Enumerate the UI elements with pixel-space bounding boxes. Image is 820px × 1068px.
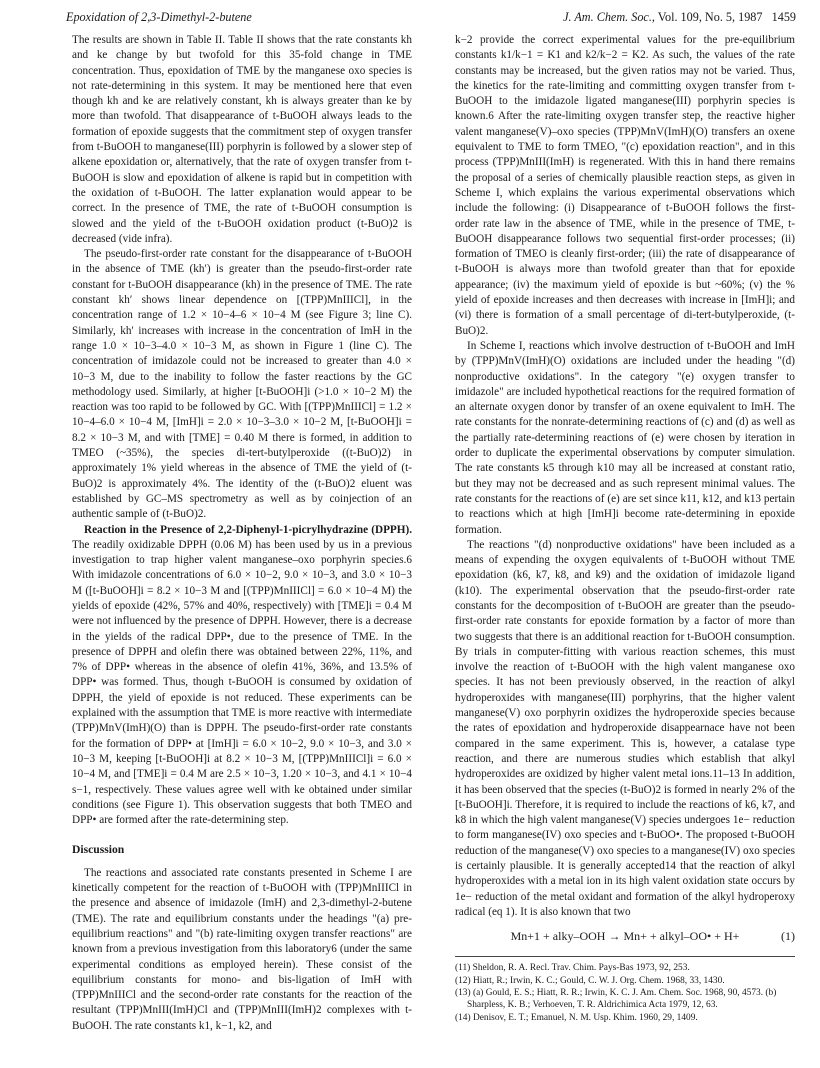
volume-issue-year: Vol. 109, No. 5, 1987 bbox=[657, 10, 763, 24]
page-number: 1459 bbox=[771, 10, 796, 24]
paragraph-pseudo-first-order: The pseudo-first-order rate constant for the disappearance of t-BuOOH in the absence of TME (kh′) is greater than the pseudo-first-order rate constant for t-BuOOH disappearance (kh) in the presence of TME. The rate constant kh′ shows linear dependence on [(TPP)MnIIICl], in the concentration range of 1.2 × 10−4–6 × 10−4 M (see Figure 3; line C). Similarly, kh′ increases with increase in the concentration of ImH in the range 1.0 × 10−3–4.0 × 10−3 M, as shown in Figure 1 (line C). The concentration of imidazole could not be increased to greater than 4.0 × 10−3 M, due to the inability to follow the faster reactions by the GC methodology used. Similarly, at higher [t-BuOOH]i (>1.0 × 10−2 M) the reaction was too rapid to be followed by GC. With [(TPP)MnIIICl] = 1.2 × 10−4–6.0 × 10−4 M, [ImH]i = 2.0 × 10−3–3.0 × 10−2 M, [t-BuOOH]i = 8.2 × 10−3 M, and with [TME] = 0.40 M there is formed, in addition to TMEO (~35%), the species di-tert-butylperoxide ((t-BuO)2) in approximately 1% yield whereas in the absence of TME the yield of (t-BuO)2 is approximately 4%. The identity of the (t-BuO)2 eluent was established by GC–MS spectrometry as well as by coinjection of an authentic sample of (t-BuO)2. bbox=[72, 248, 412, 521]
paragraph-scheme-i: In Scheme I, reactions which involve destruction of t-BuOOH and ImH by (TPP)MnV(ImH)(O) oxidations are included under the heading "(d) nonproductive oxidations". In the category "(e) oxygen transfer to imidazole" are included hypothetical reactions for the required formation of an alternate oxygen donor by transfer of an oxene equivalent to ImH. The rate constants for the nonrate-determining reactions of (c) and (d) as well as the partially rate-determining reactions of (e) were chosen by iteration in order to duplicate the experimental observations by computer simulation. The rate constants k5 through k10 may all be increased at constant ratio, but they may not be decreased and as such represent minimal values. The rate constants for the reactions of (e) are set since k11, k12, and k13 pertain to reactions which at high [ImH]i become rate-determining in epoxide formation. bbox=[455, 339, 795, 536]
paragraph-results: The results are shown in Table II. Table II shows that the rate constants kh and ke change by but twofold for this 35-fold change in TME concentration. Thus, epoxidation of TME by the manganese oxo species is not rate-determining in this system. It may be mentioned here that even though kh and ke are relatively constant, kh is always greater than ke by more than twofold. That disappearance of t-BuOOH always leads to the formation of epoxide suggests that the commitment step of oxygen transfer from t-BuOOH to manganese(III) porphyrin is followed by a slower step of alkene epoxidation or, alternatively, that the rate of oxygen transfer from t-BuOOH is slow and epoxidation of alkene is rapid but in competition with the oxidation of t-BuOOH. The latter explanation would appear to be correct. In the presence of TME, the rate of t-BuOOH consumption is slowed and the yield of the t-BuOOH oxidation product (t-BuO)2 is decreased (vide infra). bbox=[72, 34, 412, 245]
running-title: Epoxidation of 2,3-Dimethyl-2-butene bbox=[66, 10, 252, 24]
footnote: (11) Sheldon, R. A. Recl. Trav. Chim. Pays-Bas 1973, 92, 253. bbox=[455, 963, 690, 974]
paragraph-discussion: The reactions and associated rate constants presented in Scheme I are kinetically competent for the reaction of t-BuOOH with (TPP)MnIIICl in the presence and absence of imidazole (ImH) and 2,3-dimethyl-2-butene (TME). The rate and equilibrium constants under the headings "(a) pre-equilibrium reactions" and "(b) rate-limiting oxygen transfer reactions" are known from a previous investigation from this laboratory6 (under the same experimental conditions as employed herein). These consist of the equilibrium constants for mono- and bis-ligation of ImH with (TPP)MnIIICl and the second-order rate constants for the reaction of the resultant (TPP)MnIII(ImH)Cl and (TPP)MnIII(ImH)2 complexes with t-BuOOH. The rate constants k1, k−1, k2, and bbox=[72, 866, 412, 1032]
paragraph-dpph bbox=[72, 523, 412, 829]
discussion-heading: Discussion bbox=[72, 843, 125, 857]
journal-name: J. Am. Chem. Soc., bbox=[563, 10, 655, 24]
equation-1 bbox=[455, 928, 795, 944]
footnotes bbox=[455, 956, 795, 1024]
footnote: (13) (a) Gould, E. S.; Hiatt, R. R.; Irwin, K. C. J. Am. Chem. Soc. 1968, 90, 4573. (b) Sharpless, K. B.; Verhoeven, T. R. Aldrichimica Acta 1979, 12, 63. bbox=[455, 988, 777, 1010]
paragraph-rate-constants: k−2 provide the correct experimental values for the pre-equilibrium constants k1/k−1 = K1 and k2/k−2 = K2. As such, the values of the rate constants may be increased, but the given ratios may not be varied. Thus, the kinetics for the rate-limiting and committing oxygen transfer from t-BuOOH to the imidazole ligated manganese(III) porphyrin species is known.6 After the rate-limiting oxygen transfer step, the reactive higher valent manganese(V)–oxo species (TPP)MnV(ImH)(O) transfers an oxene equivalent to TME to form TMEO, "(c) epoxidation reaction", and in this process (TPP)MnIII(ImH) is regenerated. With this in hand there remains the proposal of a series of chemically plausible reaction steps, as given in Scheme I, which explains the various experimental observations which include the following: (i) Disappearance of t-BuOOH follows the first-order rate law in the absence of TME, while in the presence of TME, t-BuOOH disappearance follows two sequential first-order processes; (ii) formation of TMEO is cleanly first-order; (iii) the rate of disappearance of t-BuOOH is always more than twofold greater than that for epoxide appearance; (iv) the maximum yield of epoxide is but ~60%; (v) the % yield of epoxide increases and then decreases with increase in [ImH]i; and (vi) there is formation of a small percentage of di-tert-butylperoxide, (t-BuO)2. bbox=[455, 34, 795, 337]
equation-number: (1) bbox=[781, 929, 795, 944]
right-column bbox=[455, 33, 795, 1025]
footnote: (14) Denisov, E. T.; Emanuel, N. M. Usp. Khim. 1960, 29, 1409. bbox=[455, 1012, 698, 1023]
journal-citation bbox=[563, 8, 796, 26]
paragraph-nonproductive: The reactions "(d) nonproductive oxidations" have been included as a means of expending the oxygen equivalents of t-BuOOH without TME epoxidation (k6, k7, k8, and k9) and the oxidation of imidazole ligand (k10). The experimental observation that the pseudo-first-order rate constants for the decomposition of t-BuOOH are greater than the pseudo-first-order rate constants for epoxide formation by a factor of more than two suggests that there is an additional reaction for t-BuOOH consumption. By trials in computer-fitting with various reaction schemes, this must involve the reaction of t-BuOOH with the high valent manganese oxo species. It has not been previously observed, in the reaction of alkyl hydroperoxides with manganese(III) porphyrins, that the higher valent manganese(V) oxo porphyrin oxidizes the hydroperoxide species because the rates of epoxidation and hydroperoxide disappearnace have not been compared in the same experiment. This is, however, a catalase type reaction, and there are numerous studies which establish that alkyl hydroperoxides are oxidized by higher valent metal ions.11–13 In addition, it has been observed that the species (t-BuO)2 is formed in nearly 2% of the [t-BuOOH]i. Therefore, it is required to include the reactions of k6, k7, and k8 in which the high valent manganese(V) species undergoes 1e− reduction to form manganese(IV) oxo species and t-BuOO•. The proposed t-BuOOH reduction of the manganese(V) oxo species to a manganese(IV) oxo species is certainly plausible. It is generally accepted14 that the reaction of alkyl hydroperoxides with a metal ion in its high valent oxidation state occurs by 1e− reduction of the metal oxidant and formation of the alkyl hydroperoxy radical (eq 1). It is also known that two bbox=[455, 538, 795, 918]
equation-body: Mn+1 + alky–OOH → Mn+ + alkyl–OO• + H+ bbox=[510, 929, 740, 944]
dpph-run-in-heading: Reaction in the Presence of 2,2-Diphenyl-1-picrylhydrazine (DPPH). bbox=[84, 523, 412, 536]
left-column bbox=[72, 33, 412, 1034]
running-header bbox=[66, 8, 796, 26]
dpph-body: The readily oxidizable DPPH (0.06 M) has been used by us in a previous investigation to trap higher valent manganese–oxo porphyrin species.6 With imidazole concentrations of 6.0 × 10−2, 9.0 × 10−3, and 3.0 × 10−3 M ([t-BuOOH]i = 8.2 × 10−3 M and [(TPP)MnIIICl] = 6.0 × 10−4 M) the yields of epoxide (42%, 57% and 40%, respectively) with [TME]i = 0.4 M were not influenced by the presence of DPPH. However, there is a decrease in the yields of the radical DPP•, due to the presence of TME. In the presence of DPPH and olefin there was obtained between 22%, 11%, and 7% of DPP• whereas in the absence of olefin 41%, 36%, and 13.5% of DPP• was formed. Thus, though t-BuOOH is consumed by oxidation of DPPH, the yield of epoxide is not reduced. These experiments can be explained with the assumption that TME is more reactive with intermediate (TPP)MnV(ImH)(O) than is DPPH. The pseudo-first-order rate constants for the formation of DPP• at [ImH]i = 6.0 × 10−2, 9.0 × 10−3, and 3.0 × 10−3 M, keeping [t-BuOOH]i at 8.2 × 10−3 M, [(TPP)MnIIICl]i = 6.0 × 10−4 M, and [TME]i = 0.4 M are 2.5 × 10−3, 1.20 × 10−3, and 4.1 × 10−4 s−1, respectively. These values agree well with ke obtained under similar conditions (see Figure 1). This observation suggests that both TMEO and DPP• are formed after the rate-determining step. bbox=[72, 538, 412, 827]
footnote: (12) Hiatt, R.; Irwin, K. C.; Gould, C. W. J. Org. Chem. 1968, 33, 1430. bbox=[455, 975, 725, 986]
